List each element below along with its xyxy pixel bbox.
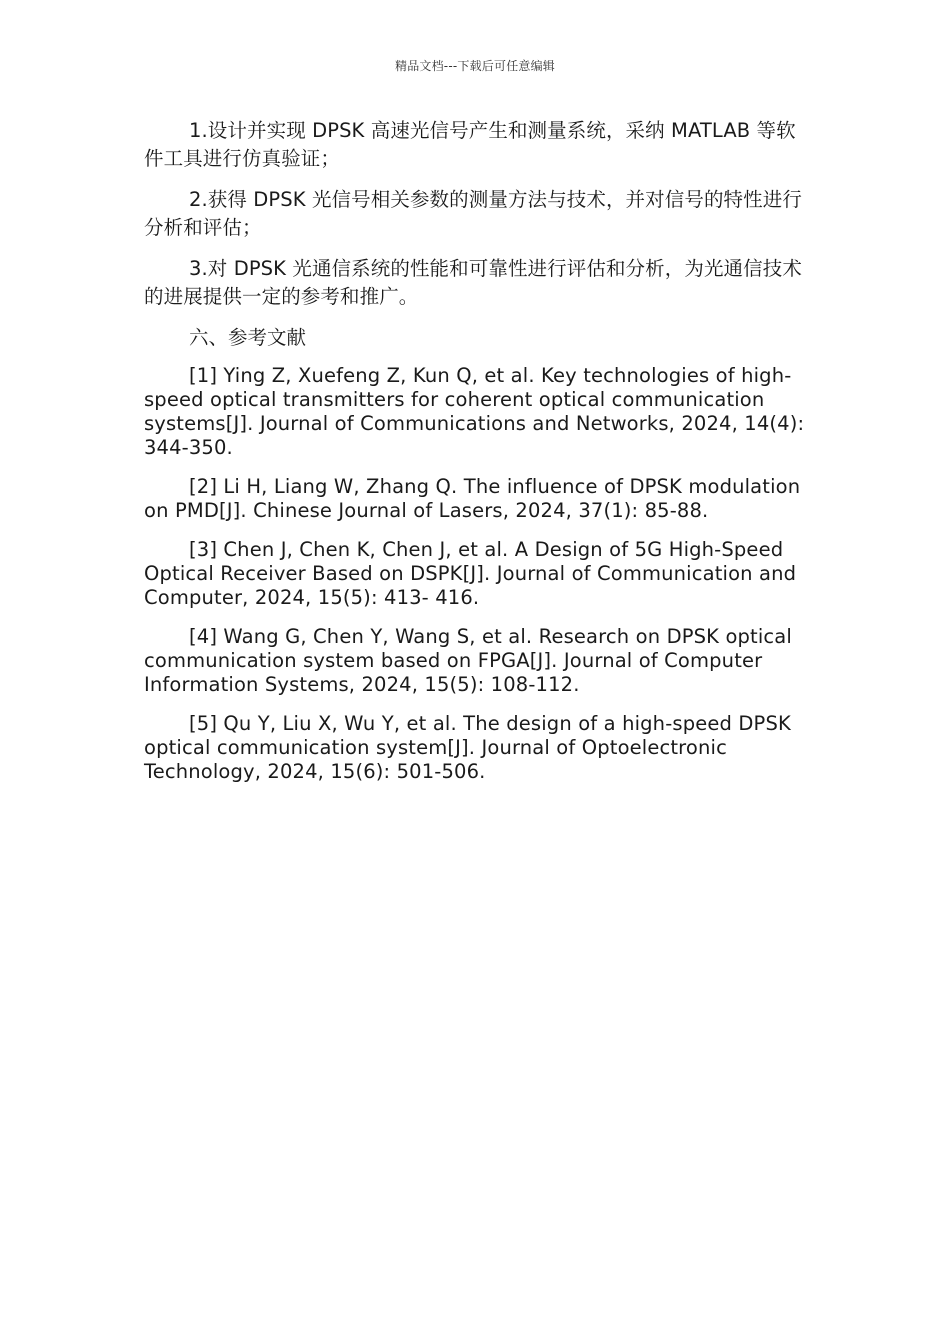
reference-3: [3] Chen J, Chen K, Chen J, et al. A Design of 5G High-Speed Optical Receiver Based on DSPK[J]. Journal of Communication and Computer, 2024, 15(5): 413- 416. <box>144 538 797 609</box>
reference-5: [5] Qu Y, Liu X, Wu Y, et al. The design of a high-speed DPSK optical communication system[J]. Journal of Optoelectronic Technology, 2024, 15(6): 501-506. <box>144 712 791 783</box>
goal-item-2: 2.获得 DPSK 光信号相关参数的测量方法与技术，并对信号的特性进行分析和评估； <box>144 188 802 239</box>
page-header: 精品文档---下载后可任意编辑 <box>395 59 555 73</box>
document-body <box>144 117 806 799</box>
reference-1: [1] Ying Z, Xuefeng Z, Kun Q, et al. Key technologies of high-speed optical transmitters for coherent optical communication systems[J]. Journal of Communications and Networks, 2024, 14(4): 344-350. <box>144 364 805 459</box>
reference-2: [2] Li H, Liang W, Zhang Q. The influence of DPSK modulation on PMD[J]. Chinese Journal of Lasers, 2024, 37(1): 85-88. <box>144 475 801 522</box>
goal-item-1: 1.设计并实现 DPSK 高速光信号产生和测量系统，采纳 MATLAB 等软件工具进行仿真验证； <box>144 119 796 170</box>
reference-4: [4] Wang G, Chen Y, Wang S, et al. Research on DPSK optical communication system based on FPGA[J]. Journal of Computer Information Systems, 2024, 15(5): 108-112. <box>144 625 792 696</box>
references-heading: 六、参考文献 <box>189 326 307 349</box>
goal-item-3: 3.对 DPSK 光通信系统的性能和可靠性进行评估和分析，为光通信技术的进展提供一定的参考和推广。 <box>144 257 802 308</box>
